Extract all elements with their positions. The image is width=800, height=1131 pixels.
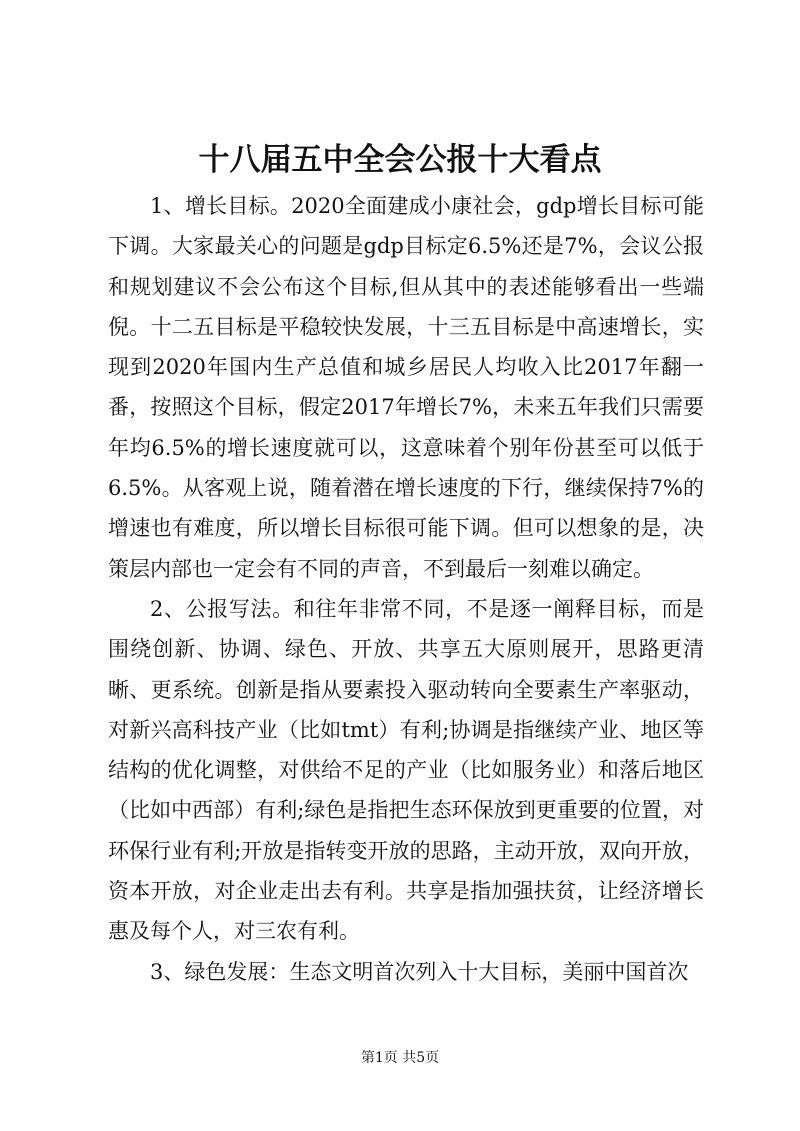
paragraph-green-development: 3、绿色发展：生态文明首次列入十大目标，美丽中国首次 — [150, 959, 689, 984]
paragraph-communique-writing: 2、公报写法。和往年非常不同，不是逐一阐释目标，而是围绕创新、协调、绿色、开放、共享五大原则展开，思路更清晰、更系统。创新是指从要素投入驱动转向全要素生产率驱动，对新兴高科技产业（比如tmt）有利;协调是指继续产业、地区等结构的优化调整，对供给不足的产业（比如服务业）和落后地区（比如中西部）有利;绿色是指把生态环保放到更重要的位置，对环保行业有利;开放是指转变开放的思路，主动开放，双向开放，资本开放，对企业走出去有利。共享是指加强扶贫，让经济增长惠及每个人，对三农有利。 — [108, 596, 704, 944]
document-title: 十八届五中全会公报十大看点 — [198, 142, 602, 178]
page-footer: 第1页 共5页 — [360, 1050, 440, 1066]
document-body — [108, 186, 704, 992]
paragraph-growth-target: 1、增长目标。2020全面建成小康社会，gdp增长目标可能下调。大家最关心的问题是gdp目标定6.5%还是7%，会议公报和规划建议不会公布这个目标,但从其中的表述能够看出一些端倪。十二五目标是平稳较快发展，十三五目标是中高速增长，实现到2020年国内生产总值和城乡居民人均收入比2017年翻一番，按照这个目标，假定2017年增长7%，未来五年我们只需要年均6.5%的增长速度就可以，这意味着个别年份甚至可以低于6.5%。从客观上说，随着潜在增长速度的下行，继续保持7%的增速也有难度，所以增长目标很可能下调。但可以想象的是，决策层内部也一定会有不同的声音，不到最后一刻难以确定。 — [108, 194, 704, 581]
